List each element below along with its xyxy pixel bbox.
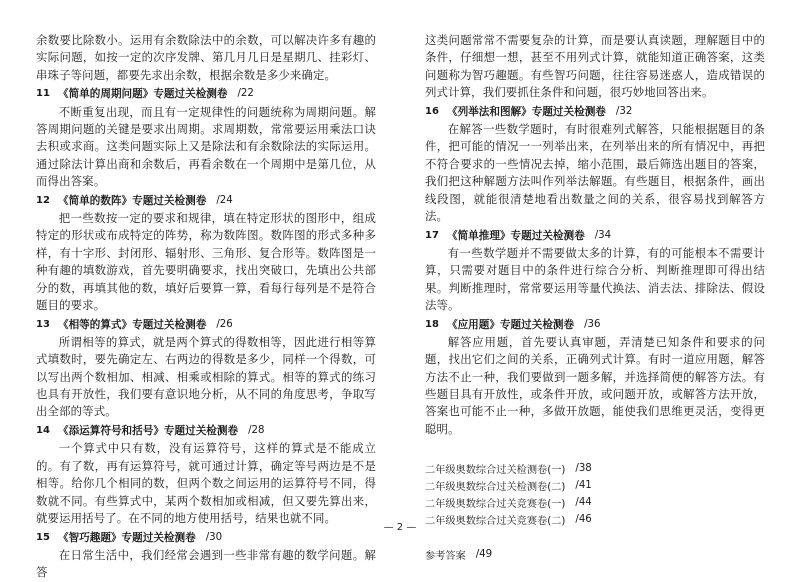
section-17-heading[interactable] [425, 226, 765, 243]
section-13-heading[interactable] [36, 315, 376, 332]
section-number: 16 [425, 105, 439, 117]
section-number: 17 [425, 229, 439, 241]
toc-item-page: /44 [575, 497, 592, 509]
toc-item-page: /41 [575, 480, 592, 492]
section-page: /28 [248, 425, 265, 437]
section-page: /30 [205, 531, 223, 543]
section-number: 11 [36, 88, 50, 100]
section-number: 14 [36, 425, 50, 437]
section-page: /24 [216, 194, 233, 206]
section-title: 《简单的周期问题》专题过关检测卷 [58, 88, 228, 101]
toc-item-answers[interactable] [425, 546, 765, 563]
section-title: 《添运算符号和括号》专题过关检测卷 [58, 425, 239, 438]
toc-item-contest-1[interactable] [425, 494, 765, 511]
section-11-heading[interactable] [36, 85, 376, 102]
toc-item-test-2[interactable] [425, 477, 765, 494]
answers-title: 参考答案 [425, 551, 466, 563]
section-title: 《列举法和图解》专题过关检测卷 [447, 105, 606, 118]
section-14-heading[interactable] [36, 422, 376, 439]
section-page: /26 [216, 318, 233, 330]
section-number: 18 [425, 318, 439, 330]
toc-item-title: 二年级奥数综合过关检测卷(一) [425, 465, 566, 477]
section-page: /36 [584, 318, 601, 330]
right-column [425, 32, 765, 563]
left-intro-text: 余数要比除数小。运用有余数除法中的余数，可以解决许多有趣的实际问题，如按一定的次序发牌、第几月几日是星期几、挂彩灯、串珠子等问题，都要先求出余数，根据余数是多少来确定。 [36, 33, 376, 82]
page-number: — 2 — [383, 522, 417, 533]
toc-item-title: 二年级奥数综合过关竞赛卷(一) [425, 499, 566, 511]
section-14-body: 一个算式中只有数，没有运算符号，这样的算式是不能成立的。有了数，再有运算符号，就可通过计算，确定等号两边是不是相等。给你几个相同的数，但两个数之间运用的运算符号不同，得数就不同。有些算式中，某两个数相加或相减，但又要先算出来，就要运用括号了。在不同的地方使用括号，结果也就不同。 [36, 441, 376, 525]
section-title: 《智巧趣题》专题过关检测卷 [58, 531, 196, 544]
toc-item-page: /38 [575, 463, 592, 475]
section-16-heading[interactable] [425, 103, 765, 120]
section-18-heading[interactable] [425, 315, 765, 332]
section-12-body: 把一些数按一定的要求和规律，填在特定形状的图形中，组成特定的形状或布成特定的阵势，称为数阵图。数阵图的形式多种多样，有十字形、封闭形、辐射形、三角形、复合形等。数阵图是一种有趣的填数游戏，首先要明确要求，找出突破口，先填出公共部分的数，再填其他的数，填好后要算一算，看每行每列是不是符合题目的要求。 [36, 211, 376, 313]
section-15-body: 在日常生活中，我们经常会遇到一些非常有趣的数学问题。解答 [36, 547, 376, 580]
section-page: /32 [615, 105, 633, 117]
left-column [36, 32, 376, 582]
section-18-body: 解答应用题，首先要认真审题，弄清楚已知条件和要求的问题，找出它们之间的关系，正确列式计算。有时一道应用题，解答方法不止一种，我们要做到一题多解，并选择简便的解答方法。有些题目具有开放性，或条件开放，或问题开放，或解答方法开放，答案也可能不止一种，多做开放题，能使我们思维更灵活，变得更聪明。 [425, 334, 765, 436]
section-11-body: 不断重复出现，而且有一定规律性的问题统称为周期问题。解答周期问题的关键是要求出周期。求周期数，常常要运用乘法口诀去积或求商。这类问题实际上又是除法和有余数除法的实际运用。通过除法计算出商和余数后，再看余数在一个周期中是第几位，从而得出答案。 [36, 104, 376, 189]
toc-item-title: 二年级奥数综合过关检测卷(二) [425, 482, 566, 494]
section-title: 《简单的数阵》专题过关检测卷 [58, 194, 207, 207]
section-17-body: 有一些数学题并不需要做太多的计算，有的可能根本不需要计算，只需要对题目中的条件进行综合分析、判断推理即可得出结果。判断推理时，常常要运用等量代换法、消去法、排除法、假设法等。 [425, 245, 765, 313]
right-intro-text: 这类问题常常不需要复杂的计算，而是要认真读题，理解题目中的条件，仔细想一想，甚至不用列式计算，就能知道正确答案，这类问题称为智巧趣题。有些智巧问题，往往容易迷惑人，造成错误的列式计算，我们要抓住条件和问题，很巧妙地回答出来。 [425, 33, 765, 100]
toc-item-test-1[interactable] [425, 460, 765, 477]
section-page: /34 [594, 229, 612, 241]
section-title: 《应用题》专题过关检测卷 [447, 318, 575, 331]
section-16-body: 在解答一些数学题时，有时很难列式解答，只能根据题目的条件，把可能的情况一一列举出来，在列举出来的所有情况中，再把不符合要求的一些情况去掉，缩小范围，最后筛选出题目的答案，我们把这种解题方法叫作列举法解题。有些题目，根据条件，画出线段图，就能很清楚地看出数量之间的关系，很容易找到解答方法。 [425, 122, 765, 224]
toc-item-title: 二年级奥数综合过关竞赛卷(二) [425, 516, 566, 528]
section-page: /22 [237, 88, 254, 100]
section-number: 15 [36, 531, 50, 543]
answers-page: /49 [475, 549, 493, 561]
section-title: 《简单推理》专题过关检测卷 [447, 229, 585, 242]
section-title: 《相等的算式》专题过关检测卷 [58, 318, 207, 331]
toc-item-page: /46 [575, 514, 592, 526]
section-12-heading[interactable] [36, 192, 376, 209]
section-number: 13 [36, 318, 50, 330]
section-13-body: 所谓相等的算式，就是两个算式的得数相等，因此进行相等算式填数时，要先确定左、右两边的得数是多少，同样一个得数，可以写出两个数相加、相减、相乘或相除的算式。相等的算式的练习也具有开放性，我们要有意识地分析，从不同的角度思考，争取写出全部的等式。 [36, 334, 376, 419]
toc-list [425, 460, 765, 528]
section-number: 12 [36, 194, 50, 206]
